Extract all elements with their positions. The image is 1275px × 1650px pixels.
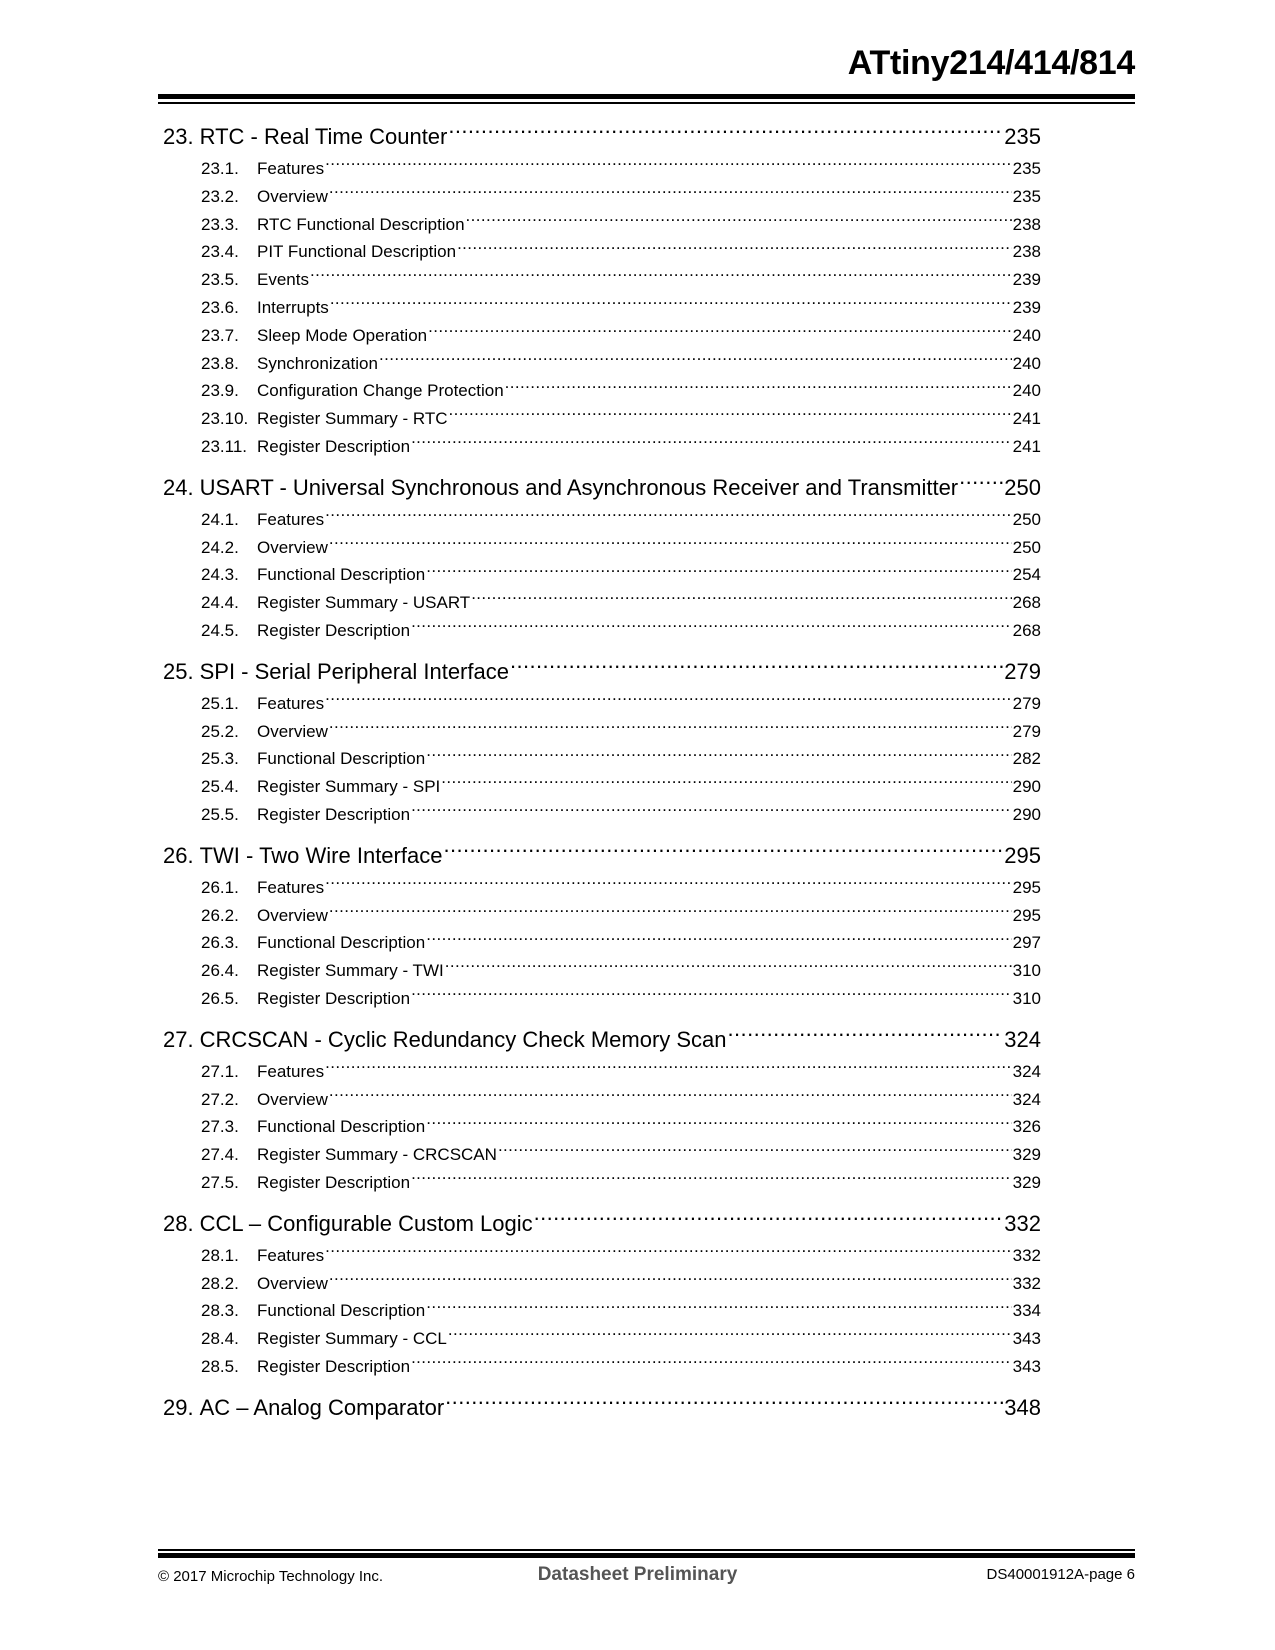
- toc-entry-title: Register Summary - CRCSCAN: [257, 1145, 497, 1165]
- dot-leader: [329, 1088, 1012, 1105]
- dot-leader: [457, 240, 1012, 257]
- toc-entry-title: USART - Universal Synchronous and Asynchronous Receiver and Transmitter: [199, 474, 959, 500]
- dot-leader: [325, 1244, 1012, 1261]
- toc-section-entry[interactable]: [163, 902, 1041, 930]
- toc-entry-page: 239: [1012, 270, 1041, 290]
- toc-entry-title: Interrupts: [257, 297, 329, 317]
- toc-entry-label: [201, 405, 448, 433]
- toc-entry-title: RTC Functional Description: [257, 214, 465, 234]
- dot-leader: [411, 803, 1012, 820]
- toc-entry-page: 250: [1012, 537, 1041, 557]
- toc-entry-label: [201, 929, 425, 957]
- toc-entry-label: [201, 617, 410, 645]
- toc-entry-number: 27.3.: [201, 1117, 239, 1137]
- toc-entry-label: [201, 1353, 410, 1381]
- toc-entry-title: PIT Functional Description: [257, 242, 457, 262]
- toc-entry-label: [163, 838, 442, 874]
- dot-leader: [426, 563, 1011, 580]
- dot-leader: [471, 591, 1011, 608]
- toc-entry-page: 290: [1012, 777, 1041, 797]
- toc-entry-label: [163, 119, 447, 155]
- toc-entry-page: 295: [1012, 905, 1041, 925]
- toc-entry-page: 238: [1012, 214, 1041, 234]
- dot-leader: [379, 352, 1012, 369]
- toc-entry-number: 23.2.: [201, 186, 239, 206]
- toc-entry-label: [201, 1113, 425, 1141]
- toc-entry-page: 343: [1012, 1329, 1041, 1349]
- toc-entry-number: 28.4.: [201, 1329, 239, 1349]
- toc-section-entry[interactable]: [163, 534, 1041, 562]
- toc-entry-number: 25.: [163, 658, 194, 684]
- dot-leader: [445, 959, 1012, 976]
- toc-entry-number: 23.4.: [201, 242, 239, 262]
- toc-entry-title: Register Description: [257, 436, 411, 456]
- toc-section-entry[interactable]: [163, 1058, 1041, 1086]
- toc-entry-label: [201, 561, 425, 589]
- toc-entry-page: 240: [1012, 325, 1041, 345]
- toc-entry-page: 310: [1012, 988, 1041, 1008]
- dot-leader: [445, 1393, 1003, 1415]
- toc-entry-title: Features: [257, 1061, 325, 1081]
- dot-leader: [329, 904, 1012, 921]
- toc-entry-page: 235: [1012, 159, 1041, 178]
- dot-leader: [426, 931, 1011, 948]
- toc-entry-page: 279: [1004, 658, 1041, 684]
- toc-entry-title: Overview: [257, 537, 328, 557]
- toc-entry-page: 329: [1012, 1145, 1041, 1165]
- dot-leader: [411, 619, 1012, 636]
- toc-section-entry[interactable]: [163, 183, 1041, 211]
- toc-section-entry[interactable]: [163, 1141, 1041, 1169]
- toc-entry-label: [201, 874, 324, 902]
- toc-entry-title: RTC - Real Time Counter: [199, 124, 448, 149]
- toc-entry-title: Functional Description: [257, 1301, 426, 1321]
- toc-entry-title: Synchronization: [257, 353, 378, 373]
- toc-entry-number: 28.5.: [201, 1356, 239, 1376]
- toc-entry-page: 310: [1012, 961, 1041, 981]
- toc-entry-title: AC – Analog Comparator: [199, 1394, 445, 1420]
- dot-leader: [411, 987, 1012, 1004]
- toc-section-entry[interactable]: [163, 1297, 1041, 1325]
- toc-entry-title: Sleep Mode Operation: [257, 325, 428, 345]
- dot-leader: [441, 775, 1011, 792]
- toc-entry-number: 24.5.: [201, 620, 239, 640]
- toc-entry-label: [201, 1058, 324, 1086]
- toc-entry-page: 332: [1004, 1210, 1041, 1236]
- toc-entry-page: 290: [1012, 804, 1041, 824]
- dot-leader: [426, 1299, 1011, 1316]
- dot-leader: [959, 473, 1003, 495]
- toc-entry-number: 27.5.: [201, 1172, 239, 1192]
- toc-entry-label: [201, 1086, 328, 1114]
- dot-leader: [330, 296, 1012, 313]
- toc-chapter-entry[interactable]: [163, 1390, 1041, 1426]
- toc-entry-title: Configuration Change Protection: [257, 381, 504, 401]
- footer-rule-thick: [158, 1553, 1135, 1558]
- toc-entry-label: [163, 1206, 533, 1242]
- toc-entry-number: 24.: [163, 474, 194, 500]
- toc-section-entry[interactable]: [163, 405, 1041, 433]
- toc-entry-label: [201, 1169, 410, 1197]
- toc-section-entry[interactable]: [163, 985, 1041, 1013]
- toc-entry-label: [201, 773, 440, 801]
- dot-leader: [329, 185, 1012, 202]
- toc-section-entry[interactable]: [163, 211, 1041, 239]
- toc-entry-label: [201, 322, 427, 350]
- toc-entry-title: Features: [257, 693, 325, 713]
- toc-entry-number: 23.1.: [201, 159, 239, 178]
- toc-entry-page: 240: [1012, 353, 1041, 373]
- toc-entry-page: 282: [1012, 749, 1041, 769]
- toc-entry-page: 239: [1012, 297, 1041, 317]
- toc-entry-title: Events: [257, 270, 309, 290]
- toc-entry-title: CCL – Configurable Custom Logic: [199, 1210, 533, 1236]
- toc-entry-page: 235: [1004, 124, 1041, 149]
- toc-chapter: [163, 1022, 1041, 1197]
- toc-section-entry[interactable]: [163, 773, 1041, 801]
- toc-entry-title: SPI - Serial Peripheral Interface: [199, 658, 509, 684]
- toc-entry-number: 26.2.: [201, 905, 239, 925]
- dot-leader: [448, 122, 1003, 144]
- toc-entry-number: 25.2.: [201, 721, 239, 741]
- toc-entry-label: [201, 350, 378, 378]
- toc-entry-label: [201, 1297, 425, 1325]
- toc-entry-page: 332: [1012, 1273, 1041, 1293]
- toc-entry-number: 27.2.: [201, 1089, 239, 1109]
- toc-entry-page: 329: [1012, 1172, 1041, 1192]
- toc-section-entry[interactable]: [163, 957, 1041, 985]
- toc-entry-label: [201, 902, 328, 930]
- toc-entry-label: [201, 1270, 328, 1298]
- dot-leader: [329, 720, 1012, 737]
- toc-entry-number: 26.3.: [201, 933, 239, 953]
- toc-entry-title: Register Description: [257, 1356, 411, 1376]
- toc-entry-number: 25.3.: [201, 749, 239, 769]
- toc-entry-title: Register Summary - CCL: [257, 1329, 447, 1349]
- toc-entry-page: 348: [1004, 1394, 1041, 1420]
- toc-entry-page: 250: [1004, 474, 1041, 500]
- toc-entry-title: Register Summary - RTC: [257, 409, 448, 429]
- toc-entry-label: [201, 534, 328, 562]
- toc-section-entry[interactable]: [163, 874, 1041, 902]
- toc-entry-number: 23.10.: [201, 409, 249, 429]
- toc-entry-number: 23.11.: [201, 436, 248, 456]
- toc-entry-title: Register Description: [257, 804, 411, 824]
- dot-leader: [510, 657, 1003, 679]
- toc-entry-title: Features: [257, 1245, 325, 1265]
- toc-entry-page: 241: [1012, 436, 1041, 456]
- toc-section-entry[interactable]: [163, 1270, 1041, 1298]
- footer-copyright: © 2017 Microchip Technology Inc.: [158, 1568, 384, 1585]
- toc-section-entry[interactable]: [163, 1353, 1041, 1381]
- dot-leader: [443, 841, 1003, 863]
- header-rule-thin: [158, 102, 1135, 104]
- toc-entry-title: TWI - Two Wire Interface: [199, 842, 443, 868]
- toc-entry-number: 26.1.: [201, 877, 239, 897]
- toc-entry-number: 23.3.: [201, 214, 239, 234]
- toc-entry-title: Overview: [257, 905, 328, 925]
- toc-entry-number: 24.1.: [201, 509, 239, 529]
- toc-entry-page: 324: [1012, 1061, 1041, 1081]
- toc-section-entry[interactable]: [163, 377, 1041, 405]
- dot-leader: [498, 1143, 1012, 1160]
- toc-section-entry[interactable]: [163, 266, 1041, 294]
- toc-entry-page: 240: [1012, 381, 1041, 401]
- toc-entry-title: Functional Description: [257, 1117, 426, 1137]
- toc-entry-number: 24.4.: [201, 593, 239, 613]
- toc-entry-label: [201, 801, 410, 829]
- toc-section-entry[interactable]: [163, 589, 1041, 617]
- toc-chapter-entry[interactable]: [163, 1206, 1041, 1242]
- toc-entry-title: Register Summary - SPI: [257, 777, 441, 797]
- toc-chapter-entry[interactable]: [163, 1022, 1041, 1058]
- dot-leader: [534, 1209, 1004, 1231]
- toc-entry-label: [201, 238, 456, 266]
- toc-entry-page: 326: [1012, 1117, 1041, 1137]
- toc-entry-page: 268: [1012, 593, 1041, 613]
- dot-leader: [728, 1025, 1004, 1047]
- toc-chapter: [163, 838, 1041, 1013]
- toc-entry-page: 295: [1012, 877, 1041, 897]
- toc-entry-page: 241: [1012, 409, 1041, 429]
- toc-entry-page: 254: [1012, 565, 1041, 585]
- toc-entry-page: 324: [1012, 1089, 1041, 1109]
- toc-entry-number: 27.1.: [201, 1061, 239, 1081]
- toc-entry-page: 235: [1012, 186, 1041, 206]
- header-rule-thick: [158, 94, 1135, 99]
- toc-entry-title: Register Description: [257, 620, 411, 640]
- dot-leader: [325, 157, 1012, 174]
- dot-leader: [325, 692, 1012, 709]
- toc-section-entry[interactable]: [163, 690, 1041, 718]
- toc-entry-number: 29.: [163, 1394, 194, 1420]
- toc-chapter: [163, 119, 1041, 461]
- toc-section-entry[interactable]: [163, 617, 1041, 645]
- toc-entry-number: 27.: [163, 1026, 194, 1052]
- dot-leader: [426, 747, 1011, 764]
- dot-leader: [325, 876, 1012, 893]
- dot-leader: [329, 536, 1012, 553]
- toc-entry-title: Functional Description: [257, 933, 426, 953]
- footer-status: Datasheet Preliminary: [537, 1564, 738, 1585]
- toc-section-entry[interactable]: [163, 1086, 1041, 1114]
- toc-chapter-entry[interactable]: [163, 470, 1041, 506]
- toc-entry-label: [201, 1325, 447, 1353]
- toc-section-entry[interactable]: [163, 718, 1041, 746]
- toc-entry-label: [201, 690, 324, 718]
- toc-entry-title: Features: [257, 509, 325, 529]
- toc-entry-number: 23.7.: [201, 325, 239, 345]
- toc-entry-label: [163, 1390, 444, 1426]
- toc-chapter: [163, 654, 1041, 829]
- toc-entry-number: 24.2.: [201, 537, 239, 557]
- toc-entry-page: 279: [1012, 693, 1041, 713]
- dot-leader: [426, 1115, 1011, 1132]
- toc-entry-label: [201, 718, 328, 746]
- toc-chapter-entry[interactable]: [163, 838, 1041, 874]
- toc-entry-label: [201, 155, 324, 183]
- toc-entry-page: 238: [1012, 242, 1041, 262]
- document-title: ATtiny214/414/814: [847, 44, 1135, 82]
- toc-entry-title: Overview: [257, 721, 328, 741]
- dot-leader: [466, 213, 1012, 230]
- footer-rule-thin: [158, 1549, 1135, 1551]
- toc-entry-title: Overview: [257, 186, 328, 206]
- toc-entry-label: [201, 957, 444, 985]
- toc-entry-page: 324: [1004, 1026, 1041, 1052]
- toc-section-entry[interactable]: [163, 1113, 1041, 1141]
- dot-leader: [449, 407, 1012, 424]
- toc-entry-page: 332: [1012, 1245, 1041, 1265]
- toc-entry-label: [201, 1141, 497, 1169]
- toc-entry-label: [163, 1022, 727, 1058]
- toc-entry-number: 25.5.: [201, 804, 239, 824]
- toc-entry-title: CRCSCAN - Cyclic Redundancy Check Memory Scan: [199, 1026, 727, 1052]
- toc-entry-label: [163, 470, 958, 506]
- toc-section-entry[interactable]: [163, 155, 1041, 183]
- toc-entry-label: [201, 506, 324, 534]
- toc-entry-label: [201, 589, 470, 617]
- toc-entry-number: 25.1.: [201, 693, 239, 713]
- toc-entry-label: [201, 1242, 324, 1270]
- toc-section-entry[interactable]: [163, 929, 1041, 957]
- dot-leader: [411, 435, 1012, 452]
- toc-entry-number: 27.4.: [201, 1145, 239, 1165]
- toc-section-entry[interactable]: [163, 561, 1041, 589]
- toc-entry-number: 23.: [163, 124, 194, 149]
- toc-entry-number: 23.6.: [201, 297, 239, 317]
- toc-entry-title: Register Description: [257, 1172, 411, 1192]
- toc-entry-title: Register Summary - USART: [257, 593, 471, 613]
- toc-entry-number: 26.4.: [201, 961, 239, 981]
- toc-entry-label: [201, 433, 410, 461]
- toc-chapter: [163, 1390, 1041, 1426]
- toc-entry-label: [201, 183, 328, 211]
- toc-entry-number: 26.5.: [201, 988, 239, 1008]
- toc-section-entry[interactable]: [163, 238, 1041, 266]
- table-of-contents: [163, 119, 1041, 1426]
- toc-entry-number: 26.: [163, 842, 194, 868]
- toc-section-entry[interactable]: [163, 350, 1041, 378]
- toc-entry-title: Overview: [257, 1089, 328, 1109]
- toc-entry-title: Register Description: [257, 988, 411, 1008]
- footer-page-number: DS40001912A-page 6: [986, 1566, 1135, 1583]
- toc-entry-title: Features: [257, 159, 325, 178]
- toc-section-entry[interactable]: [163, 1169, 1041, 1197]
- toc-entry-title: Functional Description: [257, 749, 426, 769]
- dot-leader: [428, 324, 1012, 341]
- toc-section-entry[interactable]: [163, 745, 1041, 773]
- toc-entry-number: 23.9.: [201, 381, 239, 401]
- toc-entry-title: Features: [257, 877, 325, 897]
- toc-entry-number: 25.4.: [201, 777, 239, 797]
- toc-entry-number: 28.1.: [201, 1245, 239, 1265]
- toc-chapter: [163, 1206, 1041, 1381]
- toc-section-entry[interactable]: [163, 322, 1041, 350]
- toc-section-entry[interactable]: [163, 506, 1041, 534]
- toc-entry-label: [201, 377, 504, 405]
- toc-entry-label: [201, 745, 425, 773]
- dot-leader: [505, 379, 1012, 396]
- toc-entry-title: Register Summary - TWI: [257, 961, 444, 981]
- toc-chapter-entry[interactable]: [163, 654, 1041, 690]
- toc-section-entry[interactable]: [163, 433, 1041, 461]
- dot-leader: [411, 1355, 1012, 1372]
- toc-section-entry[interactable]: [163, 801, 1041, 829]
- dot-leader: [325, 508, 1012, 525]
- toc-section-entry[interactable]: [163, 1325, 1041, 1353]
- dot-leader: [448, 1327, 1012, 1344]
- toc-entry-number: 28.2.: [201, 1273, 239, 1293]
- dot-leader: [310, 268, 1012, 285]
- toc-entry-label: [201, 211, 465, 239]
- toc-section-entry[interactable]: [163, 294, 1041, 322]
- toc-chapter: [163, 470, 1041, 645]
- toc-section-entry[interactable]: [163, 1242, 1041, 1270]
- toc-entry-number: 23.5.: [201, 270, 239, 290]
- toc-entry-page: 334: [1012, 1301, 1041, 1321]
- toc-entry-number: 28.3.: [201, 1301, 239, 1321]
- toc-entry-label: [201, 985, 410, 1013]
- toc-entry-number: 23.8.: [201, 353, 239, 373]
- toc-chapter-entry[interactable]: [163, 119, 1041, 155]
- dot-leader: [325, 1060, 1012, 1077]
- toc-entry-page: 343: [1012, 1356, 1041, 1376]
- toc-entry-page: 295: [1004, 842, 1041, 868]
- toc-entry-page: 268: [1012, 620, 1041, 640]
- toc-entry-label: [163, 654, 509, 690]
- toc-entry-title: Overview: [257, 1273, 328, 1293]
- toc-entry-page: 297: [1012, 933, 1041, 953]
- toc-entry-number: 28.: [163, 1210, 194, 1236]
- toc-entry-title: Functional Description: [257, 565, 426, 585]
- toc-entry-label: [201, 266, 309, 294]
- dot-leader: [411, 1171, 1012, 1188]
- toc-entry-label: [201, 294, 329, 322]
- toc-entry-page: 250: [1012, 509, 1041, 529]
- toc-entry-number: 24.3.: [201, 565, 239, 585]
- toc-entry-page: 279: [1012, 721, 1041, 741]
- dot-leader: [329, 1272, 1012, 1289]
